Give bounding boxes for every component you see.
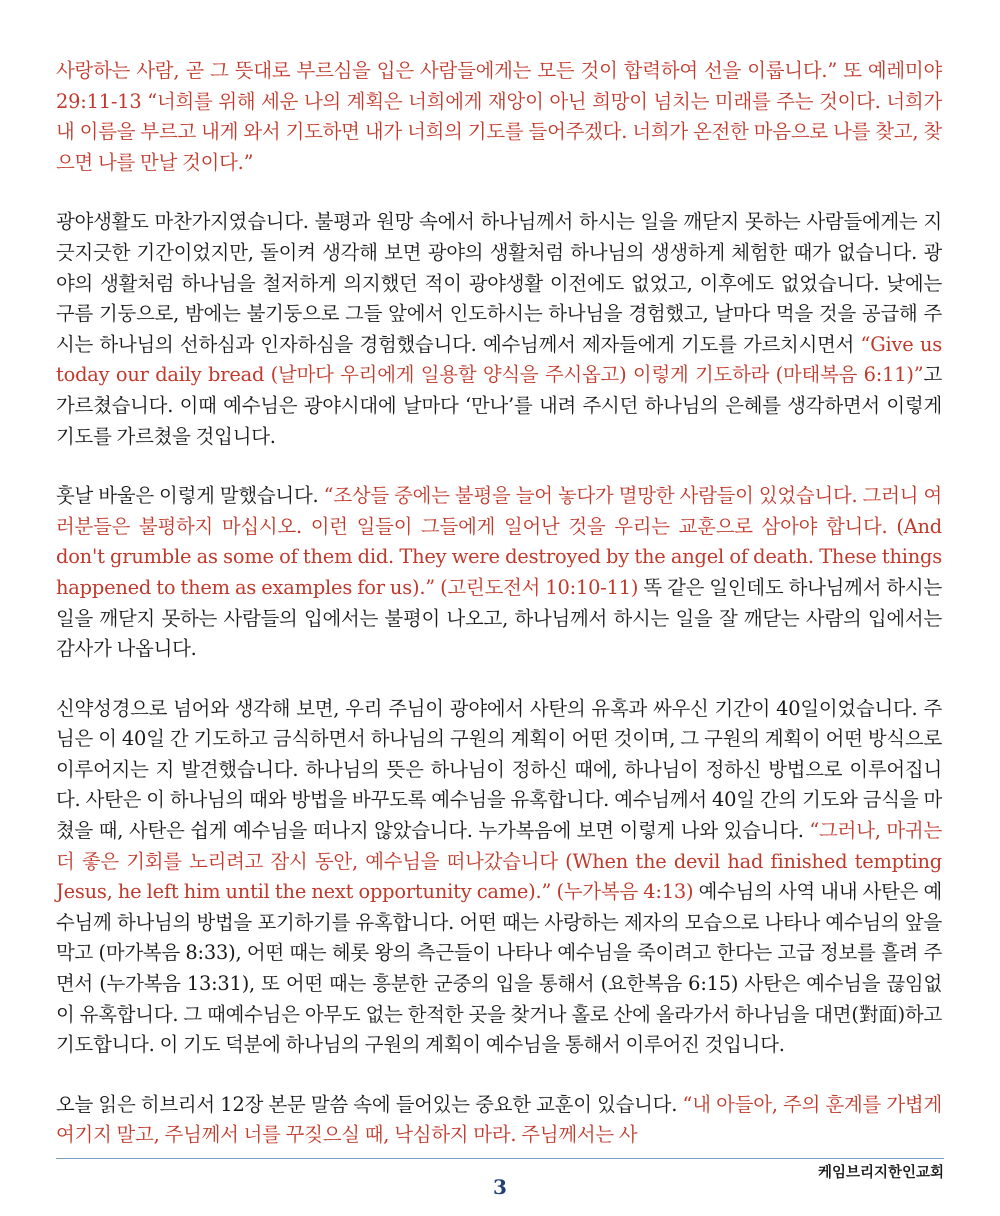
scripture-quote: 사랑하는 사람, 곧 그 뜻대로 부르심을 입은 사람들에게는 모든 것이 합력하여 선을 이룹니다.” 또 예레미야 29:11-13 “너희를 위해 세운 나의 계획은 너희에게 재앙이 아닌 희망이 넘치는 미래를 주는 것이다. 너희가 내 이름을 부르고 내게 와서 기도하면 내가 너희의 기도를 들어주겠다. 너희가 온전한 마음으로 나를 찾고, 찾으면 나를 만날 것이다.” [56,59,942,174]
body-text: 신약성경으로 넘어와 생각해 보면, 우리 주님이 광야에서 사탄의 유혹과 싸우신 기간이 40일이었습니다. 주님은 이 40일 간 기도하고 금식하면서 하나님의 구원의 계획이 어떤 것이며, 그 구원의 계획이 어떤 방식으로 이루어지는 지 발견했습니다. 하나님의 뜻은 하나님이 정하신 때에, 하나님이 정하신 방법으로 이루어집니다. 사탄은 이 하나님의 때와 방법을 바꾸도록 예수님을 유혹합니다. 예수님께서 40일 간의 기도와 금식을 마쳤을 때, 사탄은 쉽게 예수님을 떠나지 않았습니다. 누가복음에 보면 이렇게 나와 있습니다. [56,696,942,843]
body-text: 똑 같은 일인데도 하나님께서 하시는 일을 깨닫지 못하는 사람들의 입에서는 불평이 나오고, 하나님께서 하시는 일을 잘 깨닫는 사람의 입에서는 감사가 나옵니다. [56,575,942,661]
document-body [56,56,942,1151]
scripture-quote: “그러나, 마귀는 더 좋은 기회를 노리려고 잠시 동안, 예수님을 떠나갔습니다 (When the devil had finished tempting Jesus, he left him until the next opportunity came).” (누가복음 4:13) [56,819,942,904]
church-name: 케임브리지한인교회 [817,1165,944,1181]
scripture-quote: “Give us today our daily bread (날마다 우리에게 일용할 양식을 주시옵고) 이렇게 기도하라 (마태복음 6:11)” [56,332,942,387]
scripture-quote: “내 아들아, 주의 훈계를 가볍게 여기지 말고, 주님께서 너를 꾸짖으실 때, 낙심하지 마라. 주님께서는 사 [56,1092,942,1147]
page-number: 3 [493,1175,507,1199]
body-text: 예수님의 사역 내내 사탄은 예수님께 하나님의 방법을 포기하기를 유혹합니다. 어떤 때는 사랑하는 제자의 모습으로 나타나 예수님의 앞을 막고 (마가복음 8:33), 어떤 때는 헤롯 왕의 측근들이 나타나 예수님을 죽이려고 한다는 고급 정보를 흘려 주면서 (누가복음 13:31), 또 어떤 때는 흥분한 군중의 입을 통해서 (요한복음 6:15) 사탄은 예수님을 끊임없이 유혹합니다. 그 때예수님은 아무도 없는 한적한 곳을 찾거나 홀로 산에 올라가서 하나님을 대면(對面)하고 기도합니다. 이 기도 덕분에 하나님의 구원의 계획이 예수님을 통해서 이루어진 것입니다. [56,880,942,1057]
body-text: 광야생활도 마찬가지였습니다. 불평과 원망 속에서 하나님께서 하시는 일을 깨닫지 못하는 사람들에게는 지긋지긋한 기간이었지만, 돌이켜 생각해 보면 광야의 생활처럼 하나님의 생생하게 체험한 때가 없습니다. 광야의 생활처럼 하나님을 철저하게 의지했던 적이 광야생활 이전에도 없었고, 이후에도 없었습니다. 낮에는 구름 기둥으로, 밤에는 불기둥으로 그들 앞에서 인도하시는 하나님을 경험했고, 날마다 먹을 것을 공급해 주시는 하나님의 선하심과 인자하심을 경험했습니다. 예수님께서 제자들에게 기도를 가르치시면서 [56,210,942,356]
paragraph-2 [56,207,942,452]
paragraph-1 [56,56,942,178]
body-text: 오늘 읽은 히브리서 12장 본문 말씀 속에 들어있는 중요한 교훈이 있습니다. [56,1092,683,1116]
scripture-quote: “조상들 중에는 불평을 늘어 놓다가 멸망한 사람들이 있었습니다. 그러니 여러분들은 불평하지 마십시오. 이런 일들이 그들에게 일어난 것을 우리는 교훈으로 삼아야 합니다. (And don't grumble as some of them did. They were destroyed by the angel of death. These things happened to them as examples for us).” (고린도전서 10:10-11) [56,484,942,599]
body-text: 고 가르쳤습니다. 이때 예수님은 광야시대에 날마다 ‘만나’를 내려 주시던 하나님의 은혜를 생각하면서 이렇게 기도를 가르쳤을 것입니다. [56,363,942,448]
paragraph-5 [56,1090,942,1151]
footer-divider [56,1158,944,1159]
paragraph-4 [56,694,942,1061]
paragraph-3 [56,481,942,665]
body-text: 훗날 바울은 이렇게 말했습니다. [56,484,324,508]
